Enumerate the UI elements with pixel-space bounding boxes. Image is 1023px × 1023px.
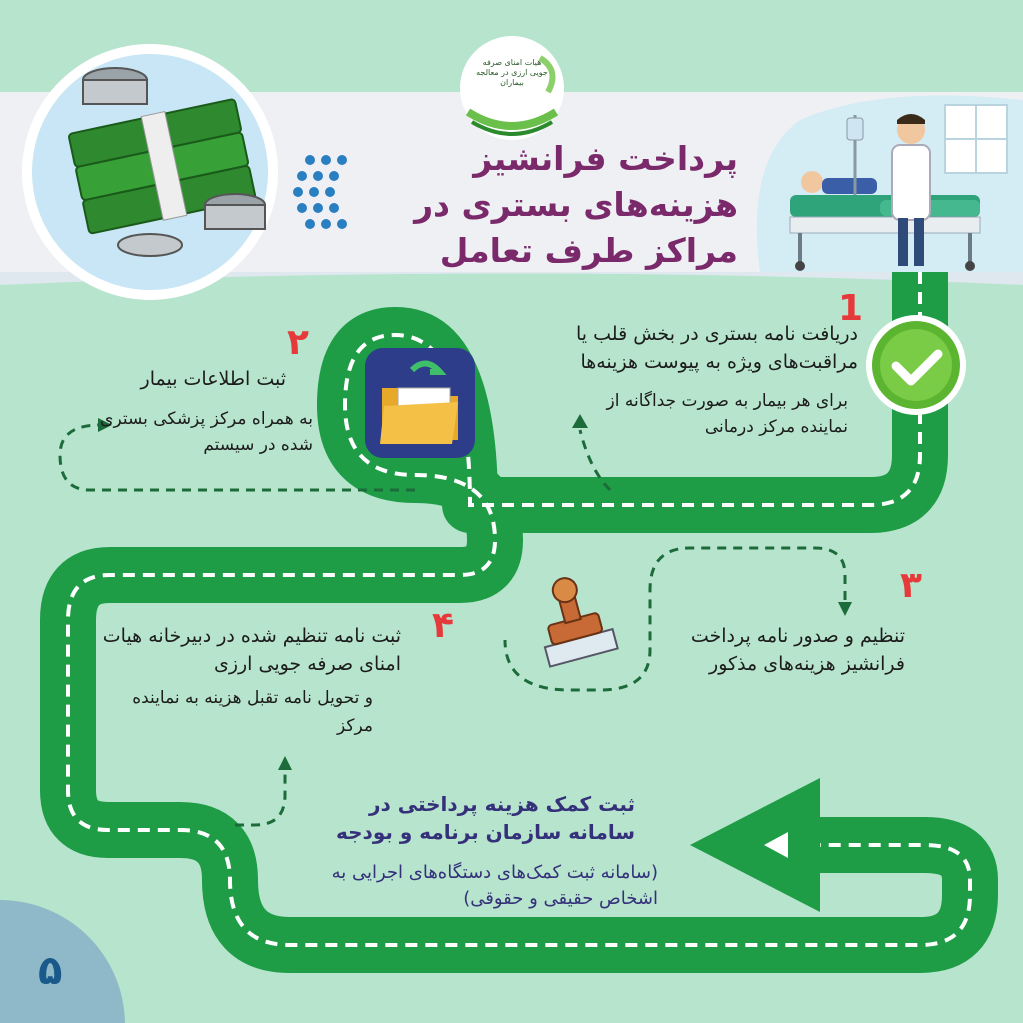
step-5-detail: (سامانه ثبت کمک‌های دستگاه‌های اجرایی به اشخاص حقیقی و حقوقی)	[331, 862, 658, 909]
step-1-text: دریافت نامه بستری در بخش قلب یا مراقبت‌های ویژه به پیوست هزینه‌ها	[576, 323, 858, 373]
step-1-detail: برای هر بیمار به صورت جداگانه از نماینده مرکز درمانی	[606, 391, 848, 437]
step-1-number: 1	[838, 288, 864, 329]
step-4-text: ثبت نامه تنظیم شده در دبیرخانه هیات امنای صرفه جویی ارزی	[102, 625, 401, 675]
step-2-detail: به همراه مرکز پزشکی بستری شده در سیستم	[100, 409, 313, 455]
page-number: ۵	[38, 948, 63, 994]
page-corner	[0, 900, 125, 1023]
step-3-text: تنظیم و صدور نامه پرداخت فرانشیز هزینه‌های مذکور	[690, 625, 905, 675]
connector-arrowhead	[278, 756, 292, 770]
step-5-text: ثبت کمک هزینه پرداختی در سامانه سازمان برنامه و بودجه	[336, 792, 635, 844]
logo	[460, 36, 564, 140]
step-2-number: ۲	[287, 322, 309, 363]
step-4-detail: و تحویل نامه تقبل هزینه به نماینده مرکز	[132, 688, 373, 736]
page-title: پرداخت فرانشیز هزینه‌های بستری در مراکز طرف تعامل	[414, 139, 738, 270]
logo-text: هیات امنای صرفه جویی ارزی در معالجه بیماران	[476, 58, 548, 87]
arrow-left-icon	[690, 778, 820, 912]
folder-icon	[365, 348, 475, 458]
check-badge-icon	[866, 315, 966, 415]
step-3-number: ۳	[900, 565, 922, 606]
step-4-number: ۴	[432, 605, 454, 646]
step-2-text: ثبت اطلاعات بیمار	[140, 368, 286, 390]
connector-arrowhead	[838, 602, 852, 616]
stamp-icon	[529, 569, 618, 666]
money-stack-icon	[22, 44, 278, 300]
